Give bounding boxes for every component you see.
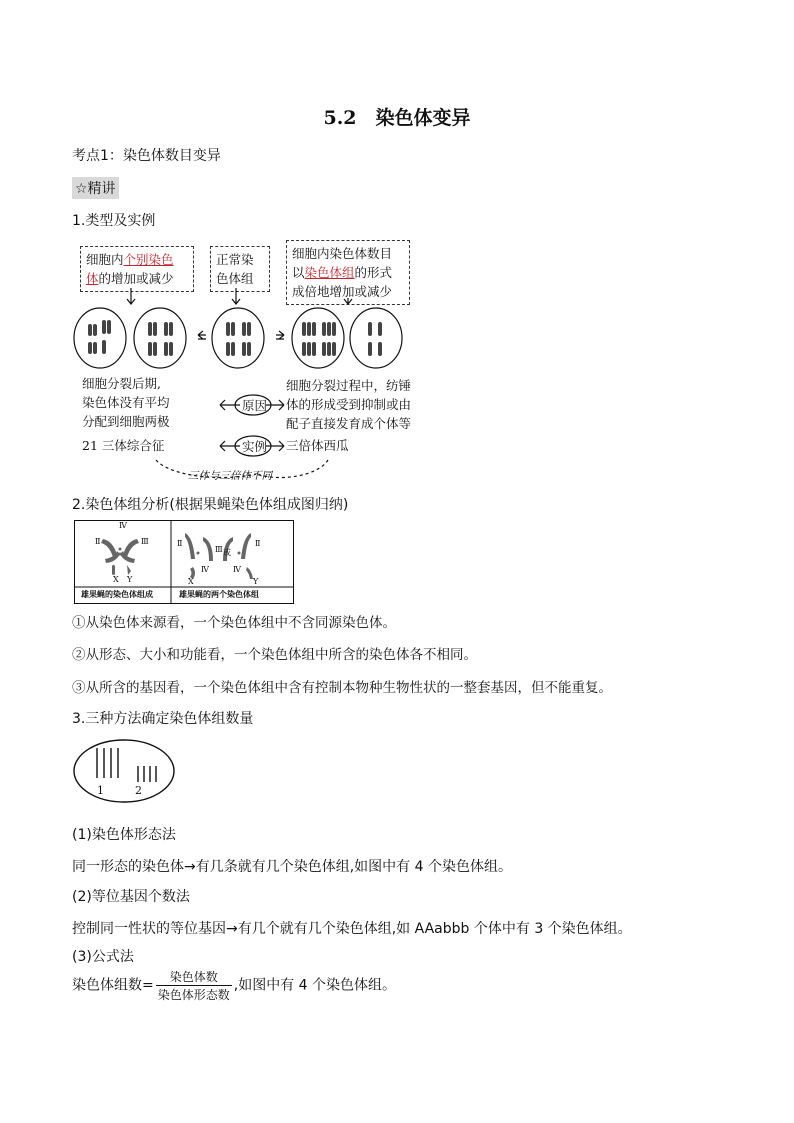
label-IV-left: Ⅳ <box>119 521 127 530</box>
cause-label: 原因 <box>242 398 268 413</box>
formula-fraction <box>156 968 232 1003</box>
method-1-heading: (1)染色体形态法 <box>72 827 176 843</box>
cause-right-text: 细胞分裂过程中，纺锤 体的形成受到抑制或由 配子直接发育成个体等 <box>286 378 412 431</box>
example-right: 三倍体西瓜 <box>286 438 349 453</box>
label-II-left: Ⅱ <box>95 537 101 546</box>
label-III-left: Ⅲ <box>141 537 149 546</box>
method-2-heading: (2)等位基因个数法 <box>72 889 190 905</box>
box-euploidy: 细胞内染色体数目 以染色体组的形式 成倍地增加或减少 <box>286 240 410 305</box>
types-figure <box>70 238 430 490</box>
formula-tail: ,如图中有 4 个染色体组。 <box>233 977 397 994</box>
label-2: 2 <box>135 784 142 797</box>
label-1: 1 <box>97 784 104 797</box>
example-label: 实例 <box>242 439 268 454</box>
cause-left-text: 细胞分裂后期, 染色体没有平均 分配到细胞两极 <box>82 376 170 429</box>
cell-ellipse-figure <box>72 738 176 804</box>
label-Y-left: Y <box>127 575 133 584</box>
label-X-right: X <box>188 577 194 586</box>
ellipse-chromosomes <box>72 738 176 804</box>
caption-right: 雄果蝇的两个染色体组 <box>179 589 259 599</box>
box-normal-set: 正常染 色体组 <box>210 246 270 292</box>
box-aneuploidy: 细胞内个别染色 体的增加或减少 <box>80 246 194 292</box>
point-1: ①从染色体来源看，一个染色体组中不含同源染色体。 <box>72 615 396 631</box>
example-left: 21 三体综合征 <box>82 438 165 453</box>
label-or: 或 <box>223 548 231 557</box>
drosophila-figure <box>74 520 294 604</box>
point-2: ②从形态、大小和功能看，一个染色体组中所含的染色体各不相同。 <box>72 647 477 663</box>
label-X-left: X <box>113 575 119 584</box>
label-Y-right: Y <box>253 577 259 586</box>
formula-label: 染色体组数= <box>72 977 154 994</box>
formula-numerator: 染色体数 <box>156 968 232 986</box>
handwritten-note: 三体与三倍体不同 <box>188 470 272 482</box>
point-3: ③从所含的基因看，一个染色体组中含有控制本物种生物性状的一整套基因，但不能重复。 <box>72 680 612 696</box>
label-III-right-a: Ⅲ <box>215 545 223 554</box>
method-3-heading: (3)公式法 <box>72 949 134 965</box>
method-2-text: 控制同一性状的等位基因→有几个就有几个染色体组,如 AAabbb 个体中有 3 个染色体组。 <box>72 921 632 937</box>
section-3-heading: 3.三种方法确定染色体组数量 <box>72 711 254 727</box>
method-3-formula <box>72 968 396 1003</box>
label-II-right-a: Ⅱ <box>177 539 183 548</box>
label-II-right-b: Ⅱ <box>255 539 261 548</box>
page-title: 5.2 染色体变异 <box>323 107 471 129</box>
formula-denominator: 染色体形态数 <box>157 988 230 1002</box>
label-IV-right-a: Ⅳ <box>201 565 209 574</box>
section-1-heading: 1.类型及实例 <box>72 213 156 229</box>
section-2-heading: 2.染色体组分析(根据果蝇染色体组成图归纳) <box>72 497 349 513</box>
label-IV-right-b: Ⅳ <box>233 565 241 574</box>
method-1-text: 同一形态的染色体→有几条就有几个染色体组,如图中有 4 个染色体组。 <box>72 859 512 875</box>
exam-point-heading: 考点1：染色体数目变异 <box>72 148 221 164</box>
section-tag: ☆精讲 <box>72 177 119 199</box>
caption-left: 雄果蝇的染色体组成 <box>81 589 153 599</box>
